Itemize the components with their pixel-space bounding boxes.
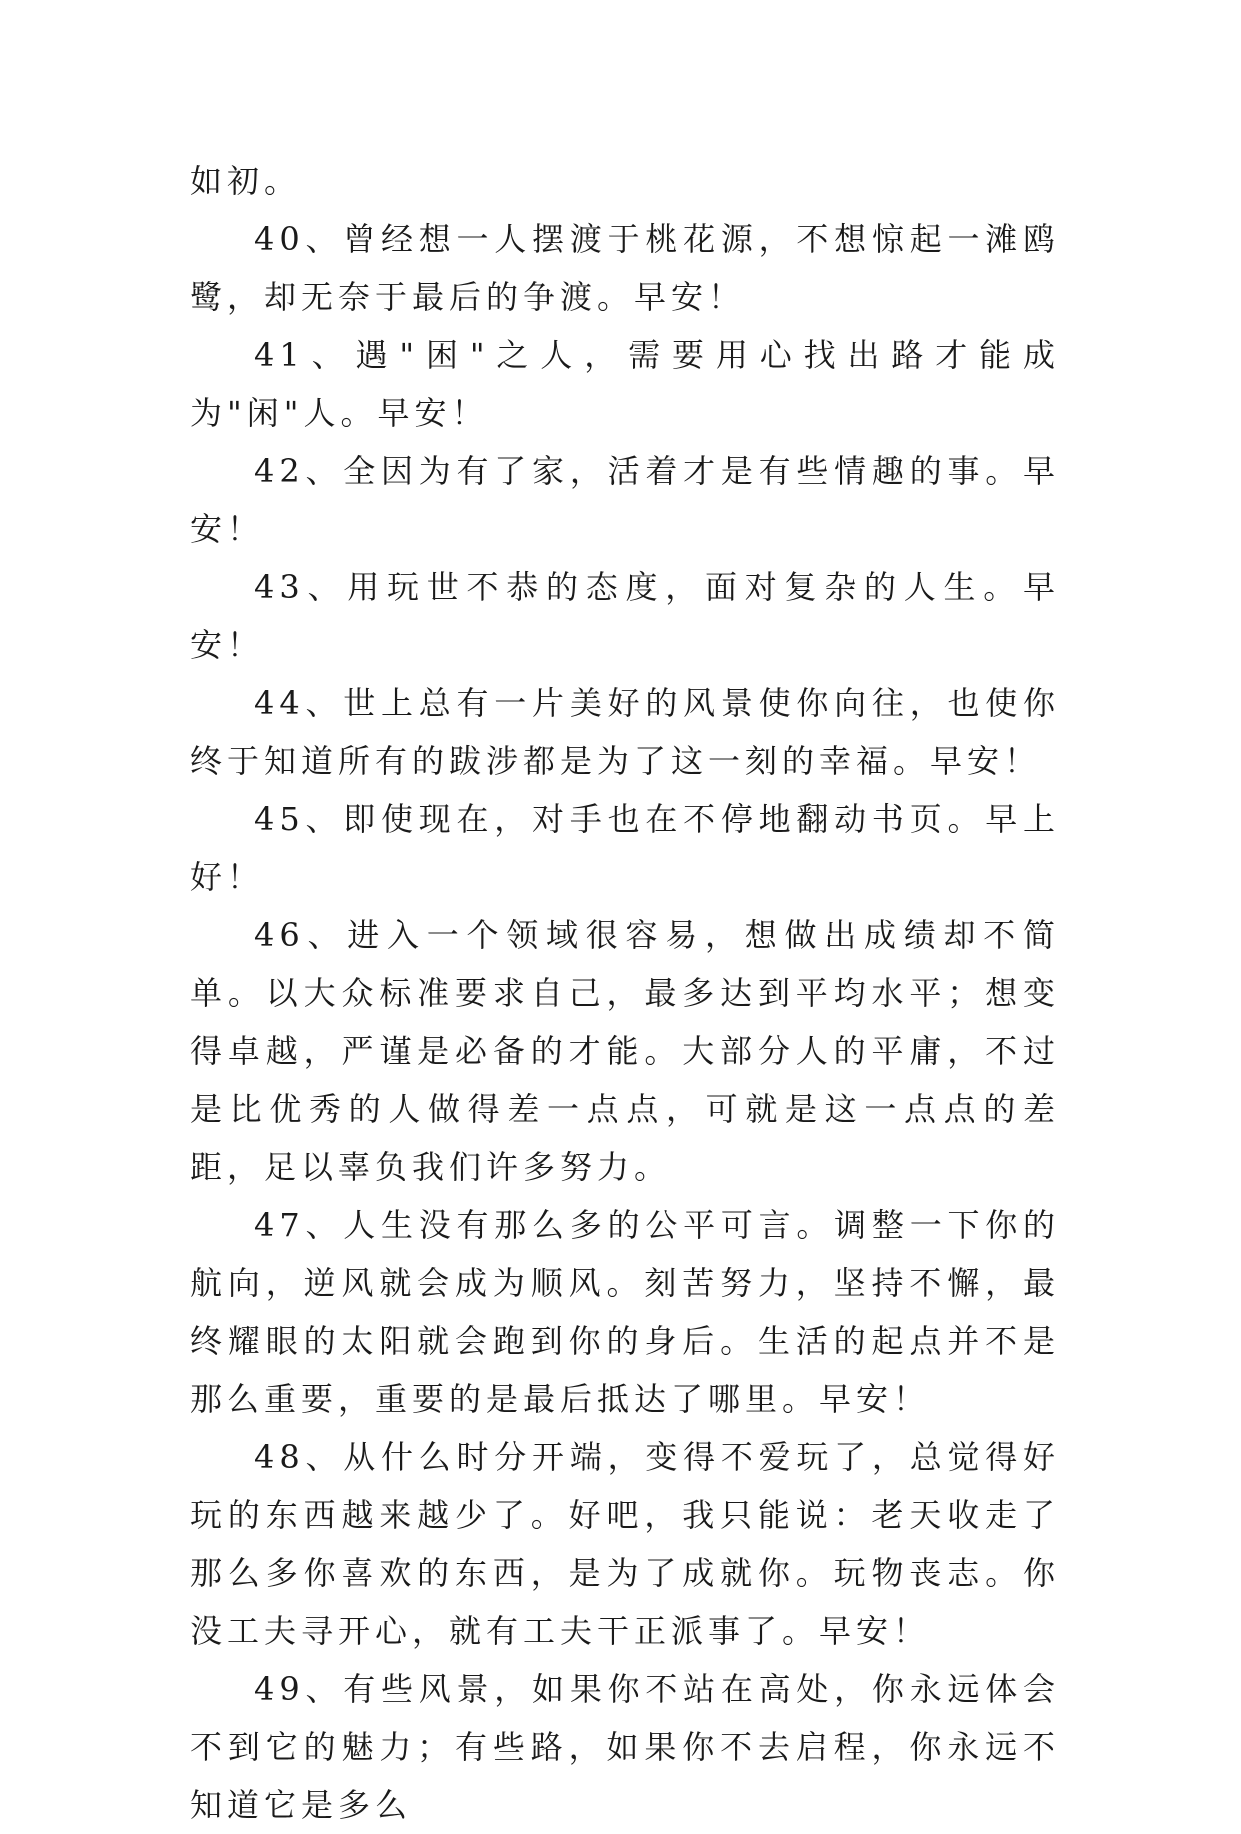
paragraph-44: 44、世上总有一片美好的风景使你向往，也使你终于知道所有的跋涉都是为了这一刻的幸福。早安！ [190, 684, 1060, 780]
paragraph-46: 46、进入一个领域很容易，想做出成绩却不简单。以大众标准要求自己，最多达到平均水平；想变得卓越，严谨是必备的才能。大部分人的平庸，不过是比优秀的人做得差一点点，可就是这一点点的差距，足以辜负我们许多努力。 [190, 916, 1060, 1186]
document-body [190, 152, 1060, 1834]
paragraph-45: 45、即使现在，对手也在不停地翻动书页。早上好！ [190, 800, 1060, 896]
paragraph-43: 43、用玩世不恭的态度，面对复杂的人生。早安！ [190, 568, 1060, 664]
paragraph-48: 48、从什么时分开端，变得不爱玩了，总觉得好玩的东西越来越少了。好吧，我只能说：老天收走了那么多你喜欢的东西，是为了成就你。玩物丧志。你没工夫寻开心，就有工夫干正派事了。早安！ [190, 1438, 1060, 1650]
paragraph-0: 如初。 [190, 162, 302, 200]
paragraph-49: 49、有些风景，如果你不站在高处，你永远体会不到它的魅力；有些路，如果你不去启程，你永远不知道它是多么 [190, 1670, 1060, 1824]
paragraph-42: 42、全因为有了家，活着才是有些情趣的事。早安！ [190, 452, 1060, 548]
paragraph-41: 41、遇"困"之人，需要用心找出路才能成为"闲"人。早安！ [190, 336, 1060, 432]
paragraph-47: 47、人生没有那么多的公平可言。调整一下你的航向，逆风就会成为顺风。刻苦努力，坚持不懈，最终耀眼的太阳就会跑到你的身后。生活的起点并不是那么重要，重要的是最后抵达了哪里。早安！ [190, 1206, 1060, 1418]
paragraph-40: 40、曾经想一人摆渡于桃花源，不想惊起一滩鸥鹭，却无奈于最后的争渡。早安！ [190, 220, 1060, 316]
